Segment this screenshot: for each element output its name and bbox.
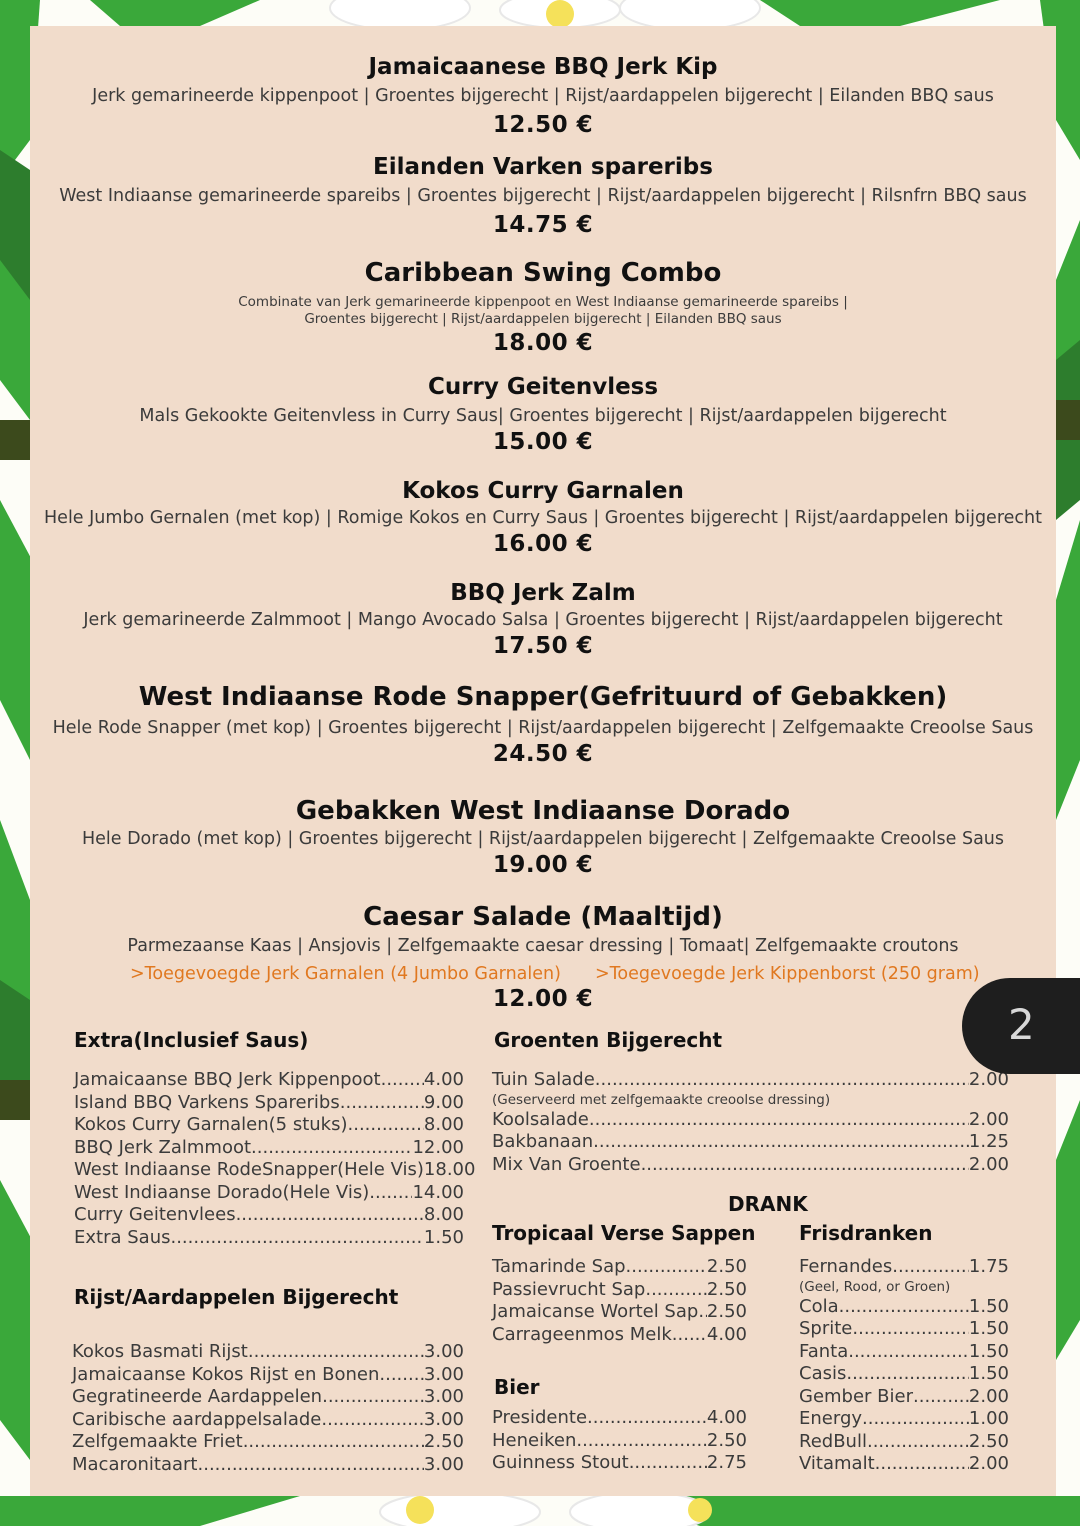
dot-leader [698, 1301, 707, 1324]
dot-leader [892, 1256, 969, 1279]
item-price: 2.00 [968, 1153, 1009, 1175]
menu-line-item [799, 1431, 1009, 1454]
menu-line-item [74, 1227, 464, 1250]
dish-price: 18.00 € [492, 330, 594, 356]
item-price: 3.00 [423, 1386, 464, 1407]
dish-price: 19.00 € [492, 852, 594, 878]
item-price: 3.00 [423, 1363, 464, 1385]
menu-line-item [799, 1386, 1009, 1409]
item-name: Island BBQ Varkens Spareribs [74, 1091, 340, 1113]
dot-leader [641, 1154, 969, 1177]
dot-leader [369, 1182, 412, 1205]
groenten-list [492, 1069, 1009, 1176]
menu-line-item [72, 1431, 464, 1454]
item-name: Presidente [492, 1407, 588, 1428]
item-price: 2.00 [968, 1108, 1009, 1130]
item-price: 1.00 [968, 1408, 1009, 1429]
dish-price: 17.50 € [492, 633, 594, 659]
item-name: Heneiken [492, 1429, 577, 1451]
item-price: 1.25 [968, 1131, 1009, 1152]
item-price: 4.00 [706, 1407, 747, 1428]
item-name: West Indiaanse Dorado(Hele Vis) [74, 1181, 370, 1203]
menu-line-item [799, 1363, 1009, 1386]
dish-description: Hele Dorado (met kop) | Groentes bijgerecht | Rijst/aardappelen bijgerecht | Zelfgemaakte Creoolse Saus [81, 829, 1005, 849]
item-name: Extra Saus [74, 1226, 171, 1248]
item-name: Jamaicanse Wortel Sap [492, 1301, 699, 1322]
item-price: 2.50 [706, 1256, 747, 1277]
menu-line-item [74, 1182, 464, 1205]
dish-name: Kokos Curry Garnalen [402, 478, 684, 504]
menu-line-item [492, 1279, 747, 1302]
drank-heading: DRANK [728, 1192, 808, 1216]
dot-leader [348, 1114, 424, 1137]
dish-name: Gebakken West Indiaanse Dorado [295, 796, 791, 826]
dot-leader [251, 1137, 412, 1160]
dot-leader [243, 1431, 424, 1454]
menu-line-item [74, 1069, 464, 1092]
item-price: 1.50 [968, 1363, 1009, 1384]
section-title-rijst: Rijst/Aardappelen Bijgerecht [74, 1285, 399, 1309]
dot-leader [839, 1296, 969, 1319]
section-title-extra: Extra(Inclusief Saus) [74, 1028, 309, 1052]
dot-leader [587, 1407, 707, 1430]
item-name: Curry Geitenvlees [74, 1204, 236, 1225]
dish-description: Hele Jumbo Gernalen (met kop) | Romige Kokos en Curry Saus | Groentes bijgerecht | Rijst/aardappelen bijgerecht [44, 508, 1042, 528]
menu-line-item [799, 1408, 1009, 1431]
menu-line-item [799, 1341, 1009, 1364]
item-name: Casis [799, 1363, 847, 1384]
item-price: 4.00 [423, 1069, 464, 1090]
menu-line-item [492, 1256, 747, 1279]
item-price: 8.00 [423, 1114, 464, 1135]
item-price: 12.00 [412, 1136, 464, 1158]
dot-leader [672, 1324, 707, 1347]
dot-leader [589, 1109, 969, 1132]
menu-line-item [72, 1454, 464, 1477]
item-name: Sprite [799, 1318, 853, 1339]
item-name: Fanta [799, 1340, 849, 1362]
item-name: Bakbanaan [492, 1131, 594, 1152]
item-price: 2.50 [706, 1278, 747, 1300]
dish-description: Combinate van Jerk gemarineerde kippenpoot en West Indiaanse gemarineerde spareibs | [238, 294, 848, 310]
menu-line-item [492, 1407, 747, 1430]
dish-name: Jamaicaanese BBQ Jerk Kip [368, 54, 718, 80]
item-price: 8.00 [423, 1204, 464, 1225]
dish-price: 15.00 € [492, 429, 594, 455]
item-price: 14.00 [412, 1181, 464, 1203]
item-price: 1.75 [968, 1256, 1009, 1277]
item-name: Passievrucht Sap [492, 1278, 646, 1300]
item-price: 3.00 [423, 1341, 464, 1362]
item-price: 1.50 [968, 1340, 1009, 1362]
item-name: Koolsalade [492, 1108, 589, 1130]
item-price: 18.00 [423, 1159, 476, 1180]
dish-name: Curry Geitenvless [427, 374, 659, 400]
dot-leader [593, 1131, 969, 1154]
item-name: Cola [799, 1295, 839, 1317]
dot-leader [248, 1341, 424, 1364]
item-name: Tamarinde Sap [492, 1256, 626, 1277]
menu-line-item [74, 1114, 464, 1137]
item-name: Tuin Salade [492, 1069, 595, 1090]
menu-line-item [492, 1154, 1009, 1177]
item-price: 1.50 [423, 1226, 464, 1248]
dish-description: Mals Gekookte Geitenvless in Curry Saus| Groentes bijgerecht | Rijst/aardappelen bijgerecht [139, 406, 947, 426]
dot-leader [645, 1279, 707, 1302]
dish-description: West Indiaanse gemarineerde spareibs | Groentes bijgerecht | Rijst/aardappelen bijgerecht | Rilsnfrn BBQ saus [59, 186, 1027, 206]
menu-line-item [492, 1131, 1009, 1154]
dish-name: West Indiaanse Rode Snapper(Gefrituurd of Gebakken) [138, 682, 948, 712]
dish-price: 12.00 € [492, 986, 594, 1012]
dish-price: 16.00 € [492, 531, 594, 557]
menu-line-item [799, 1296, 1009, 1319]
item-name: Carrageenmos Melk [492, 1323, 672, 1345]
item-name: Zelfgemaakte Friet [72, 1431, 243, 1452]
dot-leader [867, 1431, 969, 1454]
extra-list [74, 1069, 476, 1249]
menu-line-item [492, 1069, 1009, 1092]
item-price: 2.50 [968, 1430, 1009, 1452]
dot-leader [379, 1364, 424, 1387]
dish-description: Groentes bijgerecht | Rijst/aardappelen bijgerecht | Eilanden BBQ saus [304, 311, 782, 327]
item-name: BBQ Jerk Zalmmoot [74, 1136, 252, 1158]
item-price: 9.00 [423, 1091, 464, 1113]
dot-leader [626, 1256, 707, 1279]
item-name: Guinness Stout [492, 1452, 629, 1473]
section-title-groenten: Groenten Bijgerecht [494, 1028, 723, 1052]
menu-line-item [492, 1324, 747, 1347]
dish-name: Eilanden Varken spareribs [373, 154, 713, 180]
page-number-badge [962, 978, 1080, 1074]
menu-line-item [492, 1109, 1009, 1132]
dot-leader [321, 1409, 424, 1432]
dot-leader [170, 1227, 423, 1250]
dot-leader [340, 1092, 424, 1115]
dish-name: Caesar Salade (Maaltijd) [363, 902, 723, 932]
dot-leader [862, 1408, 969, 1431]
item-name: Macaronitaart [72, 1453, 198, 1475]
item-price: 2.50 [706, 1429, 747, 1451]
page-number: 2 [1008, 1000, 1035, 1049]
menu-line-item [799, 1256, 1009, 1279]
dot-leader [236, 1204, 424, 1227]
dish-price: 12.50 € [492, 112, 594, 138]
dish-description: Jerk gemarineerde kippenpoot | Groentes bijgerecht | Rijst/aardappelen bijgerecht | Eilanden BBQ saus [92, 86, 994, 106]
item-name: West Indiaanse RodeSnapper(Hele Vis) [74, 1159, 424, 1180]
menu-line-item [799, 1453, 1009, 1476]
item-price: 2.00 [968, 1069, 1009, 1090]
item-name: Vitamalt [799, 1453, 875, 1474]
menu-line-item [799, 1318, 1009, 1341]
fris-list [799, 1256, 1009, 1476]
menu-line-item [72, 1409, 464, 1432]
item-name: Kokos Curry Garnalen(5 stuks) [74, 1114, 348, 1135]
dish-price: 14.75 € [492, 212, 594, 238]
section-title-sappen: Tropicaal Verse Sappen [492, 1221, 756, 1245]
menu-card [30, 26, 1056, 1496]
dish-description: Parmezaanse Kaas | Ansjovis | Zelfgemaakte caesar dressing | Tomaat| Zelfgemaakte croutons [127, 936, 959, 956]
dot-leader [198, 1454, 424, 1477]
item-name: Kokos Basmati Rijst [72, 1341, 248, 1362]
dot-leader [381, 1069, 424, 1092]
addon-note: >Toegevoegde Jerk Garnalen (4 Jumbo Garnalen) [130, 964, 561, 984]
item-price: 4.00 [706, 1323, 747, 1345]
item-name: Gember Bier [799, 1385, 914, 1407]
menu-line-item [74, 1092, 464, 1115]
menu-line-item [492, 1452, 747, 1475]
dish-description: Hele Rode Snapper (met kop) | Groentes bijgerecht | Rijst/aardappelen bijgerecht | Zelfgemaakte Creoolse Saus [52, 718, 1034, 738]
dot-leader [595, 1069, 969, 1092]
dish-price: 24.50 € [492, 741, 594, 767]
dot-leader [875, 1453, 969, 1476]
dot-leader [576, 1430, 707, 1453]
bier-list [492, 1407, 747, 1475]
dot-leader [852, 1318, 969, 1341]
item-name: Jamaicaanse BBQ Jerk Kippenpoot [74, 1069, 381, 1090]
item-price: 2.00 [968, 1453, 1009, 1474]
dish-name: Caribbean Swing Combo [364, 258, 722, 288]
menu-line-item [72, 1386, 464, 1409]
item-price: 3.00 [423, 1453, 464, 1475]
rijst-list [72, 1341, 464, 1476]
item-name: Energy [799, 1408, 863, 1429]
item-name: Gegratineerde Aardappelen [72, 1386, 323, 1407]
dish-description: Jerk gemarineerde Zalmmoot | Mango Avocado Salsa | Groentes bijgerecht | Rijst/aardappelen bijgerecht [83, 610, 1003, 630]
menu-line-item [72, 1341, 464, 1364]
dot-leader [846, 1363, 969, 1386]
addon-note: >Toegevoegde Jerk Kippenborst (250 gram) [595, 964, 980, 984]
dot-leader [322, 1386, 424, 1409]
item-name: Fernandes [799, 1256, 893, 1277]
menu-line-item [74, 1204, 464, 1227]
item-price: 2.50 [706, 1301, 747, 1322]
section-title-bier: Bier [494, 1375, 540, 1399]
sappen-list [492, 1256, 747, 1346]
item-price: 3.00 [423, 1408, 464, 1430]
item-name: RedBull [799, 1430, 867, 1452]
menu-line-item [72, 1364, 464, 1387]
item-price: 2.50 [423, 1431, 464, 1452]
item-name: Mix Van Groente [492, 1153, 641, 1175]
menu-line-item [492, 1430, 747, 1453]
item-name: Jamaicaanse Kokos Rijst en Bonen [72, 1363, 380, 1385]
section-title-fris: Frisdranken [799, 1221, 933, 1245]
dot-leader [629, 1452, 707, 1475]
item-note: (Geserveerd met zelfgemaakte creoolse dressing) [492, 1091, 831, 1108]
dish-name: BBQ Jerk Zalm [450, 580, 636, 606]
item-price: 1.50 [968, 1295, 1009, 1317]
item-name: Caribische aardappelsalade [72, 1408, 322, 1430]
menu-line-item [74, 1159, 476, 1182]
menu-line-item [492, 1301, 747, 1324]
dot-leader [913, 1386, 969, 1409]
menu-line-item [74, 1137, 464, 1160]
item-price: 2.75 [706, 1452, 747, 1473]
item-price: 2.00 [968, 1385, 1009, 1407]
dot-leader [848, 1341, 969, 1364]
item-note: (Geel, Rood, or Groen) [799, 1278, 951, 1295]
item-price: 1.50 [968, 1318, 1009, 1339]
